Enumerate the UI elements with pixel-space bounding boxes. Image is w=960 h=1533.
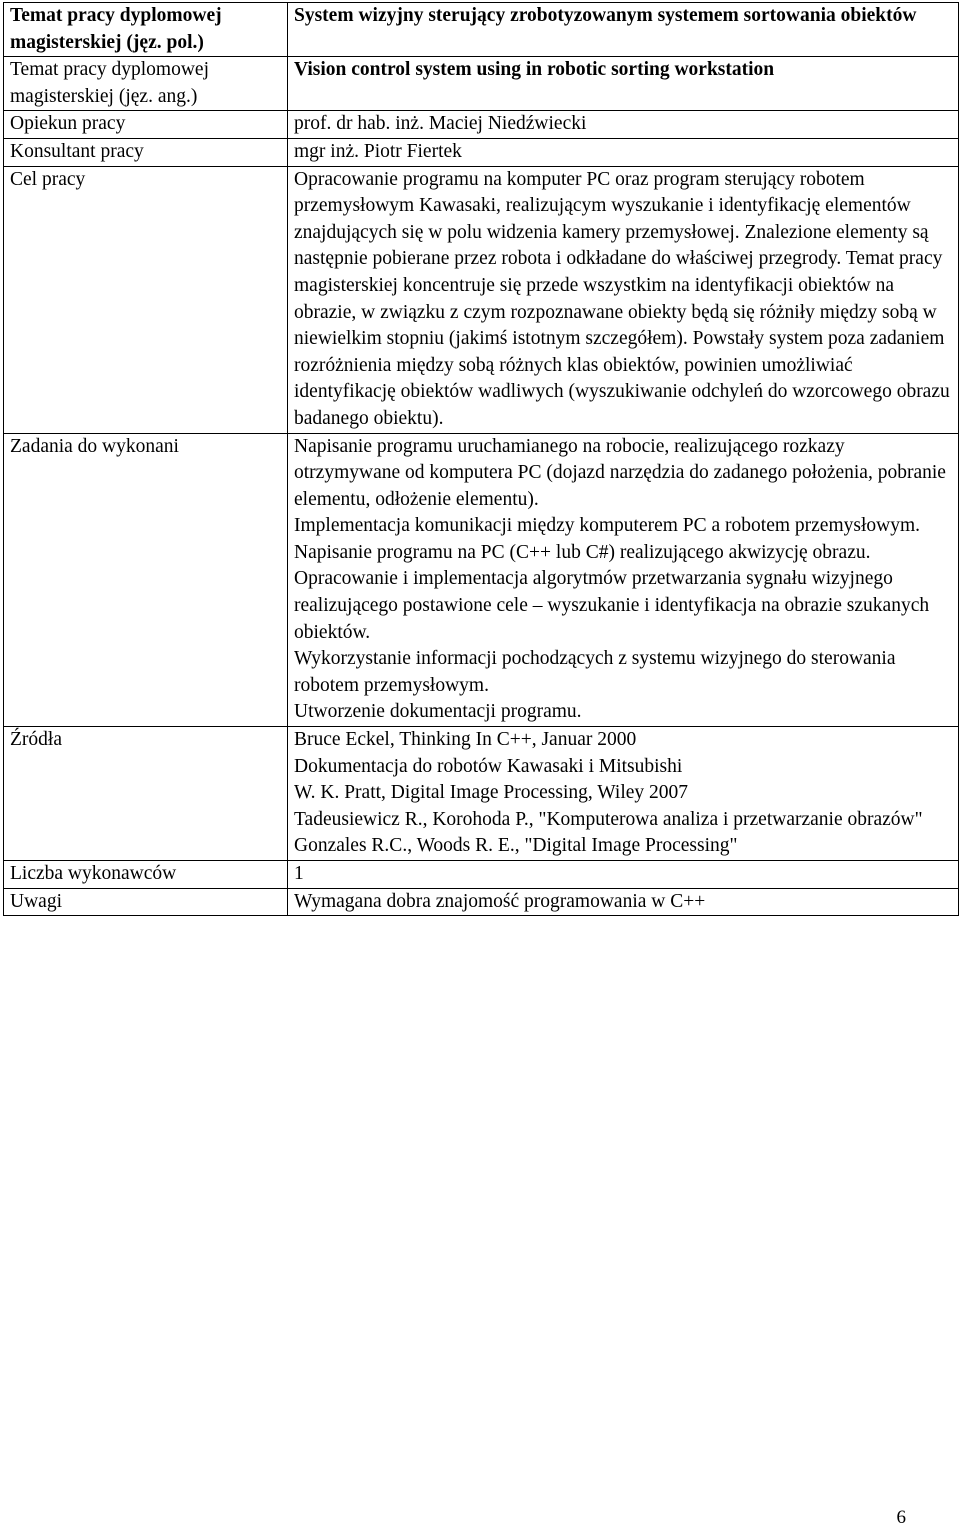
topic-en-text: Vision control system using in robotic sorting workstation: [294, 59, 775, 81]
page-number: 6: [896, 1507, 906, 1528]
label-notes: Uwagi: [4, 888, 288, 916]
goal-text: Opracowanie programu na komputer PC oraz program sterujący robotem przemysłowym Kawasaki, realizującym wyszukanie i identyfikację elementów znajdujących się w polu widzenia kamery przemysłowej. Znalezione elementy są następnie pobierane przez robota i odkładane do właściwej przegrody. Temat pracy magisterskiej koncentruje się przede wszystkim na identyfikacji obiektów na obrazie, w związku z czym rozpoznawane obiekty będą się różniły między sobą w niewielkim stopniu (jakimś istotnym szczegółem). Powstały system poza zadaniem rozróżnienia między sobą różnych klas obiektów, powinien umożliwiać identyfikację obiektów wadliwych (wyszukiwanie odchyleń do wzorcowego obrazu badanego obiektu).: [294, 168, 950, 429]
task-item: Wykorzystanie informacji pochodzących z systemu wizyjnego do sterowania robotem przemysłowym.: [294, 648, 896, 696]
label-authors-count: Liczba wykonawców: [4, 861, 288, 889]
row-sources: [4, 727, 959, 861]
row-supervisor: [4, 111, 959, 139]
label-sources: Źródła: [4, 727, 288, 861]
row-notes: [4, 888, 959, 916]
topic-pl-text: System wizyjny sterujący zrobotyzowanym systemem sortowania obiektów: [294, 5, 917, 26]
consultant-name: mgr inż. Piotr Fiertek: [294, 140, 462, 162]
notes-text: Wymagana dobra znajomość programowania w C++: [294, 890, 706, 912]
row-consultant: [4, 138, 959, 166]
task-item: Napisanie programu na PC (C++ lub C#) realizującego akwizycję obrazu.: [294, 541, 871, 563]
row-topic-en: [4, 57, 959, 111]
label-tasks: Zadania do wykonani: [4, 433, 288, 727]
source-item: Dokumentacja do robotów Kawasaki i Mitsubishi: [294, 755, 683, 777]
thesis-form-table: [3, 2, 959, 916]
value-authors-count: [288, 861, 959, 889]
label-goal: Cel pracy: [4, 166, 288, 433]
row-goal: [4, 166, 959, 433]
task-item: Utworzenie dokumentacji programu.: [294, 701, 582, 723]
label-topic-pl: Temat pracy dyplomowej magisterskiej (jęz. pol.): [4, 3, 288, 57]
label-consultant: Konsultant pracy: [4, 138, 288, 166]
value-goal: [288, 166, 959, 433]
source-item: Tadeusiewicz R., Korohoda P., "Komputerowa analiza i przetwarzanie obrazów": [294, 808, 923, 830]
value-supervisor: [288, 111, 959, 139]
source-item: Bruce Eckel, Thinking In C++, Januar 2000: [294, 729, 637, 751]
authors-count: 1: [294, 863, 304, 884]
value-consultant: [288, 138, 959, 166]
task-item: Implementacja komunikacji między komputerem PC a robotem przemysłowym.: [294, 515, 921, 537]
task-item: Napisanie programu uruchamianego na robocie, realizującego rozkazy otrzymywane od komputera PC (dojazd narzędzia do zadanego położenia, pobranie elementu, odłożenie elementu).: [294, 435, 946, 510]
source-item: Gonzales R.C., Woods R. E., "Digital Image Processing": [294, 835, 738, 857]
value-tasks: [288, 433, 959, 727]
row-tasks: [4, 433, 959, 727]
value-topic-en: [288, 57, 959, 111]
supervisor-name: prof. dr hab. inż. Maciej Niedźwiecki: [294, 113, 587, 135]
row-topic-pl: [4, 3, 959, 57]
source-item: W. K. Pratt, Digital Image Processing, Wiley 2007: [294, 782, 689, 804]
label-topic-en: Temat pracy dyplomowej magisterskiej (jęz. ang.): [4, 57, 288, 111]
task-item: Opracowanie i implementacja algorytmów przetwarzania sygnału wizyjnego realizującego postawione cele – wyszukanie i identyfikacja na obrazie szukanych obiektów.: [294, 568, 930, 643]
value-topic-pl: [288, 3, 959, 57]
value-notes: [288, 888, 959, 916]
label-supervisor: Opiekun pracy: [4, 111, 288, 139]
row-authors-count: [4, 861, 959, 889]
value-sources: [288, 727, 959, 861]
